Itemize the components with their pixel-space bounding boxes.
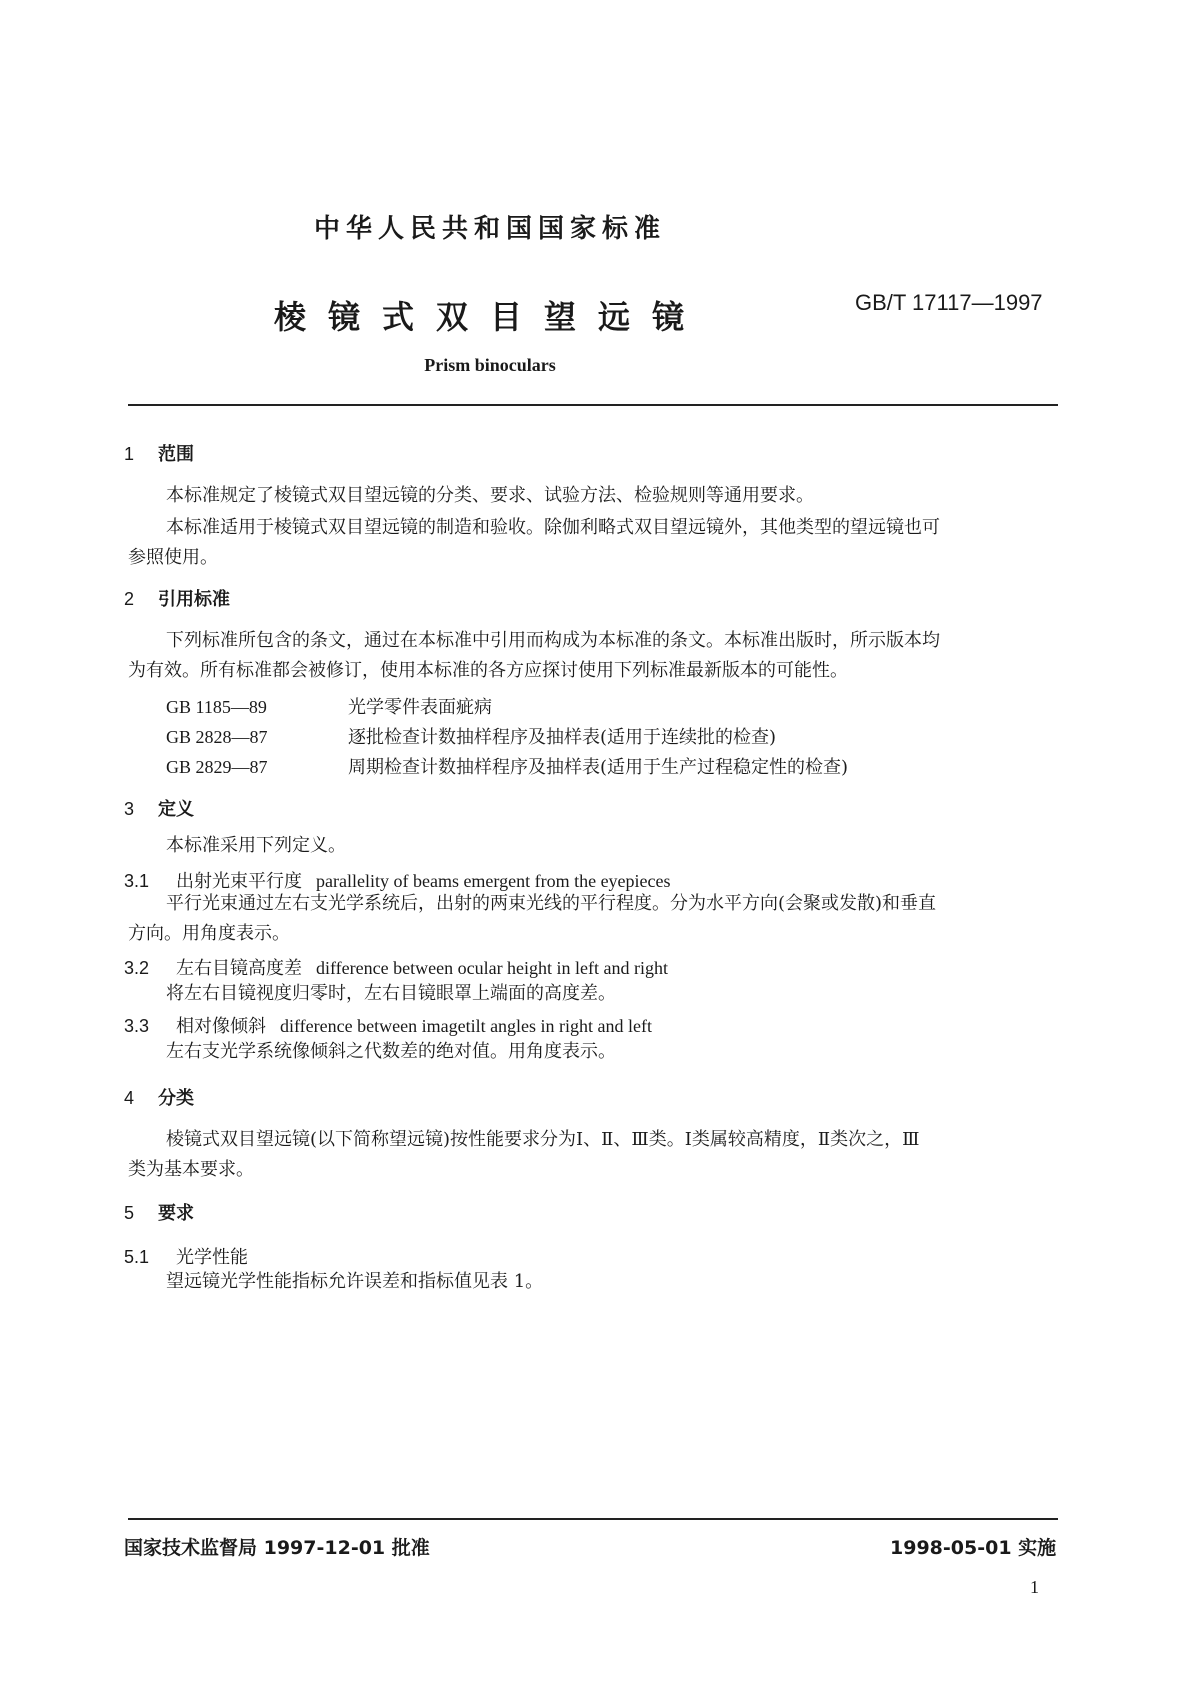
paragraph: 本标准适用于棱镜式双目望远镜的制造和验收。除伽利略式双目望远镜外，其他类型的望远镜也可 — [166, 517, 940, 538]
reference-code: GB 1185—89 — [166, 697, 267, 717]
standard-number: GB/T 17117—1997 — [855, 290, 1043, 315]
reference-item — [166, 723, 776, 749]
section-number: 2 — [124, 589, 135, 609]
section-title: 定义 — [158, 799, 194, 820]
approval-date: 国家技术监督局 1997-12-01 批准 — [124, 1537, 430, 1559]
paragraph: 望远镜光学性能指标允许误差和指标值见表 1。 — [166, 1271, 544, 1292]
paragraph: 将左右目镜视度归零时，左右目镜眼罩上端面的高度差。 — [166, 983, 616, 1004]
reference-title: 光学零件表面疵病 — [348, 697, 492, 718]
definition-term: 相对像倾斜 — [176, 1016, 266, 1037]
subsection-number: 5.1 — [124, 1247, 150, 1267]
reference-code: GB 2829—87 — [166, 757, 268, 777]
definition-number: 3.1 — [124, 871, 150, 891]
reference-item — [166, 693, 492, 719]
header-rule — [128, 404, 1058, 406]
section-2-heading — [124, 585, 230, 611]
definition-number: 3.3 — [124, 1016, 150, 1036]
paragraph: 参照使用。 — [128, 547, 218, 568]
paragraph: 本标准规定了棱镜式双目望远镜的分类、要求、试验方法、检验规则等通用要求。 — [166, 485, 814, 506]
paragraph: 左右支光学系统像倾斜之代数差的绝对值。用角度表示。 — [166, 1041, 616, 1062]
effective-date: 1998-05-01 实施 — [890, 1537, 1057, 1559]
section-1-heading — [124, 440, 194, 466]
definition-term: 出射光束平行度 — [176, 871, 302, 892]
section-number: 4 — [124, 1088, 135, 1108]
paragraph: 棱镜式双目望远镜(以下简称望远镜)按性能要求分为Ⅰ、Ⅱ、Ⅲ类。Ⅰ类属较高精度，Ⅱ类次之，Ⅲ — [166, 1129, 920, 1150]
section-3-heading — [124, 795, 194, 821]
section-title: 要求 — [158, 1203, 194, 1224]
definition-number: 3.2 — [124, 958, 150, 978]
reference-code: GB 2828—87 — [166, 727, 268, 747]
definition-term: 左右目镜高度差 — [176, 958, 302, 979]
section-5-heading — [124, 1199, 194, 1225]
definition-term-en: difference between ocular height in left and right — [316, 958, 669, 978]
standard-type: 中华人民共和国国家标准 — [313, 214, 666, 244]
paragraph: 平行光束通过左右支光学系统后，出射的两束光线的平行程度。分为水平方向(会聚或发散)和垂直 — [166, 893, 937, 914]
definition-term-en: difference between imagetilt angles in right and left — [280, 1016, 653, 1036]
definition-heading — [124, 954, 668, 980]
reference-title: 逐批检查计数抽样程序及抽样表(适用于连续批的检查) — [348, 727, 777, 748]
section-title: 范围 — [158, 444, 194, 465]
subsection-title: 光学性能 — [176, 1247, 248, 1268]
footer-rule — [128, 1518, 1058, 1520]
reference-title: 周期检查计数抽样程序及抽样表(适用于生产过程稳定性的检查) — [348, 757, 849, 778]
english-title: Prism binoculars — [424, 355, 556, 375]
paragraph: 类为基本要求。 — [128, 1159, 254, 1180]
definition-heading — [124, 1012, 652, 1038]
section-number: 1 — [124, 444, 135, 464]
section-number: 5 — [124, 1203, 135, 1223]
section-4-heading — [124, 1084, 194, 1110]
section-title: 引用标准 — [158, 589, 230, 610]
section-number: 3 — [124, 799, 135, 819]
section-title: 分类 — [158, 1088, 194, 1109]
paragraph: 本标准采用下列定义。 — [166, 835, 346, 856]
document-title: 棱镜式双目望远镜 — [273, 298, 706, 336]
definition-term-en: parallelity of beams emergent from the eyepieces — [316, 871, 671, 891]
reference-item — [166, 753, 848, 779]
page-number: 1 — [1030, 1577, 1039, 1597]
paragraph: 为有效。所有标准都会被修订，使用本标准的各方应探讨使用下列标准最新版本的可能性。 — [128, 660, 848, 681]
paragraph: 下列标准所包含的条文，通过在本标准中引用而构成为本标准的条文。本标准出版时，所示版本均 — [166, 630, 940, 651]
paragraph: 方向。用角度表示。 — [128, 923, 290, 944]
